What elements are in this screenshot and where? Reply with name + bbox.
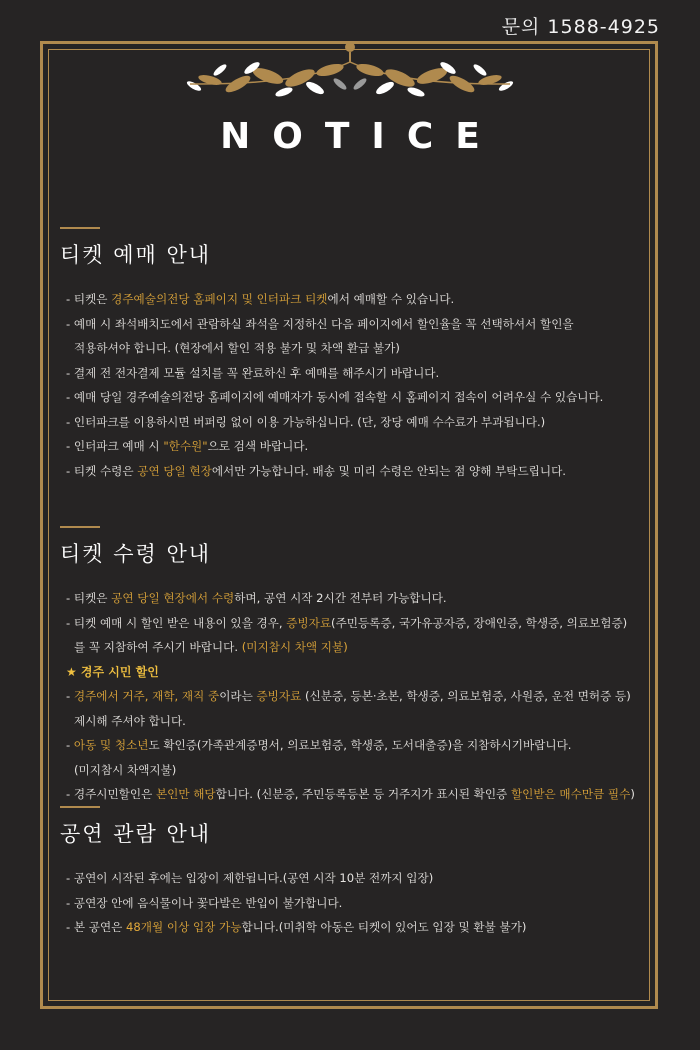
notice-item xyxy=(60,336,660,361)
section-ticket-pickup xyxy=(60,526,660,807)
section-ticket-booking xyxy=(60,227,660,483)
notice-item xyxy=(60,891,660,916)
notice-text: 제시해 주셔야 합니다. xyxy=(74,713,186,728)
notice-item xyxy=(60,709,660,734)
laurel-ornament-icon xyxy=(180,40,520,110)
notice-text: - xyxy=(66,738,74,752)
highlight-text: 증빙자료 xyxy=(286,615,332,630)
highlight-text: 할인받은 매수만큼 필수 xyxy=(510,787,631,801)
section-title: 공연 관람 안내 xyxy=(60,822,212,846)
highlight-text: 48개월 이상 입장 가능 xyxy=(126,920,242,934)
notice-item xyxy=(60,866,660,891)
section-divider xyxy=(60,526,100,528)
notice-text: 이라는 xyxy=(219,689,257,703)
section-title: 티켓 예매 안내 xyxy=(60,243,212,267)
highlight-text: (미지참시 차액 지불) xyxy=(241,640,348,654)
notice-text: 에서 예매할 수 있습니다. xyxy=(327,292,455,306)
notice-text: 합니다. (신분증, 주민등록등본 등 거주지가 표시된 확인증 xyxy=(215,787,511,801)
notice-item xyxy=(60,361,660,386)
notice-text: - 티켓 예매 시 할인 받은 내용이 있을 경우, xyxy=(66,615,287,630)
notice-item xyxy=(60,635,660,660)
notice-text: 합니다.(미취학 아동은 티켓이 있어도 입장 및 환불 불가) xyxy=(241,920,527,934)
notice-text: - 경주시민할인은 xyxy=(66,787,156,801)
highlight-text: 공연 당일 현장 xyxy=(137,463,212,478)
page-title: NOTICE xyxy=(220,116,502,157)
notice-item xyxy=(60,611,660,636)
notice-text: (주민등록증, 국가유공자증, 장애인증, 학생증, 의료보험증) xyxy=(331,615,628,630)
notice-text: - 예매 당일 경주예술의전당 홈페이지에 예매자가 동시에 접속할 시 홈페이지 접속이 어려우실 수 있습니다. xyxy=(66,390,604,404)
section-title: 티켓 수령 안내 xyxy=(60,542,212,566)
notice-item xyxy=(60,287,660,312)
highlight-text: 공연 당일 현장에서 수령 xyxy=(111,591,235,605)
notice-text: - 공연이 시작된 후에는 입장이 제한됩니다.(공연 시작 10분 전까지 입장) xyxy=(66,871,434,885)
notice-item xyxy=(60,385,660,410)
notice-text: - 공연장 안에 음식물이나 꽃다발은 반입이 불가합니다. xyxy=(66,895,343,910)
notice-text: - 예매 시 좌석배치도에서 관람하실 좌석을 지정하신 다음 페이지에서 할인율을 꼭 선택하셔서 할인을 xyxy=(66,316,574,331)
notice-item xyxy=(60,733,660,758)
notice-item xyxy=(60,586,660,611)
notice-text: 를 꼭 지참하여 주시기 바랍니다. xyxy=(74,640,242,654)
highlight-text: "한수원" xyxy=(163,439,208,453)
notice-text: (미지참시 차액지불) xyxy=(74,762,177,777)
notice-text: 적용하셔야 합니다. (현장에서 할인 적용 불가 및 차액 환급 불가) xyxy=(74,341,400,355)
notice-item xyxy=(60,758,660,783)
notice-text: - 본 공연은 xyxy=(66,920,127,934)
notice-text: - 티켓은 xyxy=(66,292,112,306)
notice-item xyxy=(60,459,660,484)
notice-item xyxy=(60,312,660,337)
notice-text: (신분증, 등본·초본, 학생증, 의료보험증, 사원증, 운전 면허증 등) xyxy=(301,689,631,703)
notice-text: - 티켓 수령은 xyxy=(66,463,138,478)
highlight-text: 경주예술의전당 홈페이지 및 인터파크 티켓 xyxy=(111,292,328,306)
highlight-text: 경주에서 거주, 재학, 재직 중 xyxy=(73,689,220,703)
notice-item xyxy=(60,434,660,459)
notice-text: - xyxy=(66,689,74,703)
highlight-text: 아동 및 청소년 xyxy=(73,738,149,752)
notice-item xyxy=(60,410,660,435)
notice-text: ) xyxy=(630,787,635,801)
contact-phone: 문의 1588-4925 xyxy=(501,16,660,38)
section-divider xyxy=(60,806,100,808)
notice-text: 에서만 가능합니다. 배송 및 미리 수령은 안되는 점 양해 부탁드립니다. xyxy=(211,463,566,478)
notice-text: - 티켓은 xyxy=(66,591,112,605)
notice-text: 하며, 공연 시작 2시간 전부터 가능합니다. xyxy=(234,591,447,605)
notice-text: - 인터파크를 이용하시면 버퍼링 없이 이용 가능하십니다. (단, 장당 예매 수수료가 부과됩니다.) xyxy=(66,414,546,429)
notice-text: - 인터파크 예매 시 xyxy=(66,439,164,453)
notice-text: 으로 검색 바랍니다. xyxy=(207,439,309,453)
subheading-citizen-discount: ★ 경주 시민 할인 xyxy=(66,664,159,679)
section-viewing-guide xyxy=(60,806,660,940)
notice-item xyxy=(60,782,660,807)
notice-item xyxy=(60,915,660,940)
highlight-text: 본인만 해당 xyxy=(155,787,216,801)
notice-item xyxy=(60,684,660,709)
notice-text: 도 확인증(가족관계증명서, 의료보험증, 학생증, 도서대출증)을 지참하시기바랍니다. xyxy=(148,738,572,752)
notice-text: - 결제 전 전자결제 모듈 설치를 꼭 완료하신 후 예매를 해주시기 바랍니다. xyxy=(66,365,440,380)
section-divider xyxy=(60,227,100,229)
highlight-text: 증빙자료 xyxy=(256,689,302,703)
